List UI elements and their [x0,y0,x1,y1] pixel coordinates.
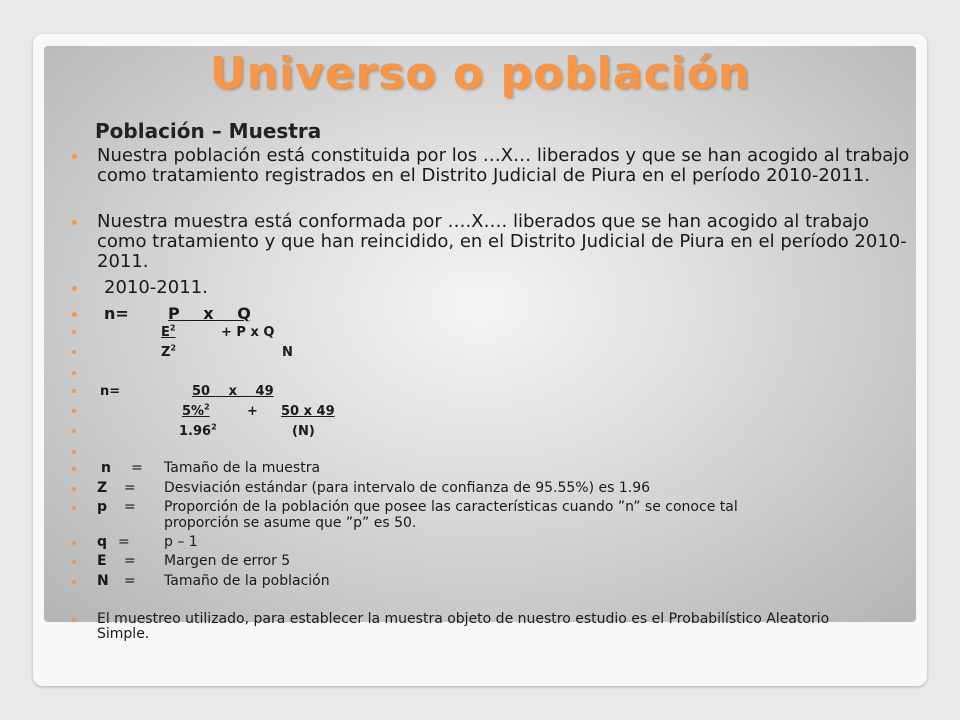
bullet-icon [72,506,76,510]
bullet-icon [72,560,76,564]
bullet-icon [72,286,77,291]
closing-paragraph: El muestreo utilizado, para establecer la muestra objeto de nuestro estudio es el Probabilístico Aleatorio Simple. [72,612,860,644]
bullet-icon [72,350,76,354]
formula-line-z: $Z^2$ N [72,345,910,361]
bullet-icon [72,618,76,622]
paragraph-sample: Nuestra muestra está conformada por ….X…. liberados que se han acogido al trabajo como tratamiento y que han reincidido, en el Distrito Judicial de Piura en el período 2010-2011. [72,212,910,272]
slide-title: Universo o población [209,48,751,99]
bullet-icon [72,389,76,393]
definition-q: q = p – 1 [72,535,910,551]
bullet-icon [72,371,76,375]
bullet-icon [72,429,76,433]
definition-z: Z = Desviación estándar (para intervalo de confianza de 95.55%) es 1.96 [72,481,910,497]
definition-n: n = Tamaño de la muestra [72,461,910,477]
bullet-icon [72,330,76,334]
slide-subtitle: Población – Muestra [95,119,322,143]
bullet-icon [72,450,76,454]
bullet-icon [72,541,76,545]
empty-item [72,366,910,382]
bullet-icon [72,487,76,491]
paragraph-population: Nuestra población está constituida por los …X… liberados y que se han acogido al trabajo como tratamiento registrados en el Distrito Judicial de Piura en el período 2010-2011. [72,146,910,206]
bullet-icon [72,154,77,159]
bullet-icon [72,409,76,413]
formula-numerator: P x Q [168,304,251,323]
formula-values-n: n= 50 x 49 [72,384,910,400]
bullet-icon [72,312,77,317]
period-item: 2010-2011. [72,278,910,298]
formula-values-denominator: 5%$^2$ + 50 x 49 [72,404,910,420]
definition-big-n: N = Tamaño de la población [72,574,910,590]
bullet-icon [72,580,76,584]
bullet-icon [72,467,76,471]
definition-p: p = Proporción de la población que posee las características cuando ”n” se conoce tal proporción se asume que ”p” es 50. [72,500,910,532]
formula-line-n: n= P x Q [72,305,910,323]
formula-values-z: 1.96$^2$ (N) [72,424,910,440]
formula-line-denominator: $E^2$ + P x Q [72,325,910,341]
definition-e: E = Margen de error 5 [72,554,910,570]
empty-item [72,445,910,461]
bullet-icon [72,220,77,225]
